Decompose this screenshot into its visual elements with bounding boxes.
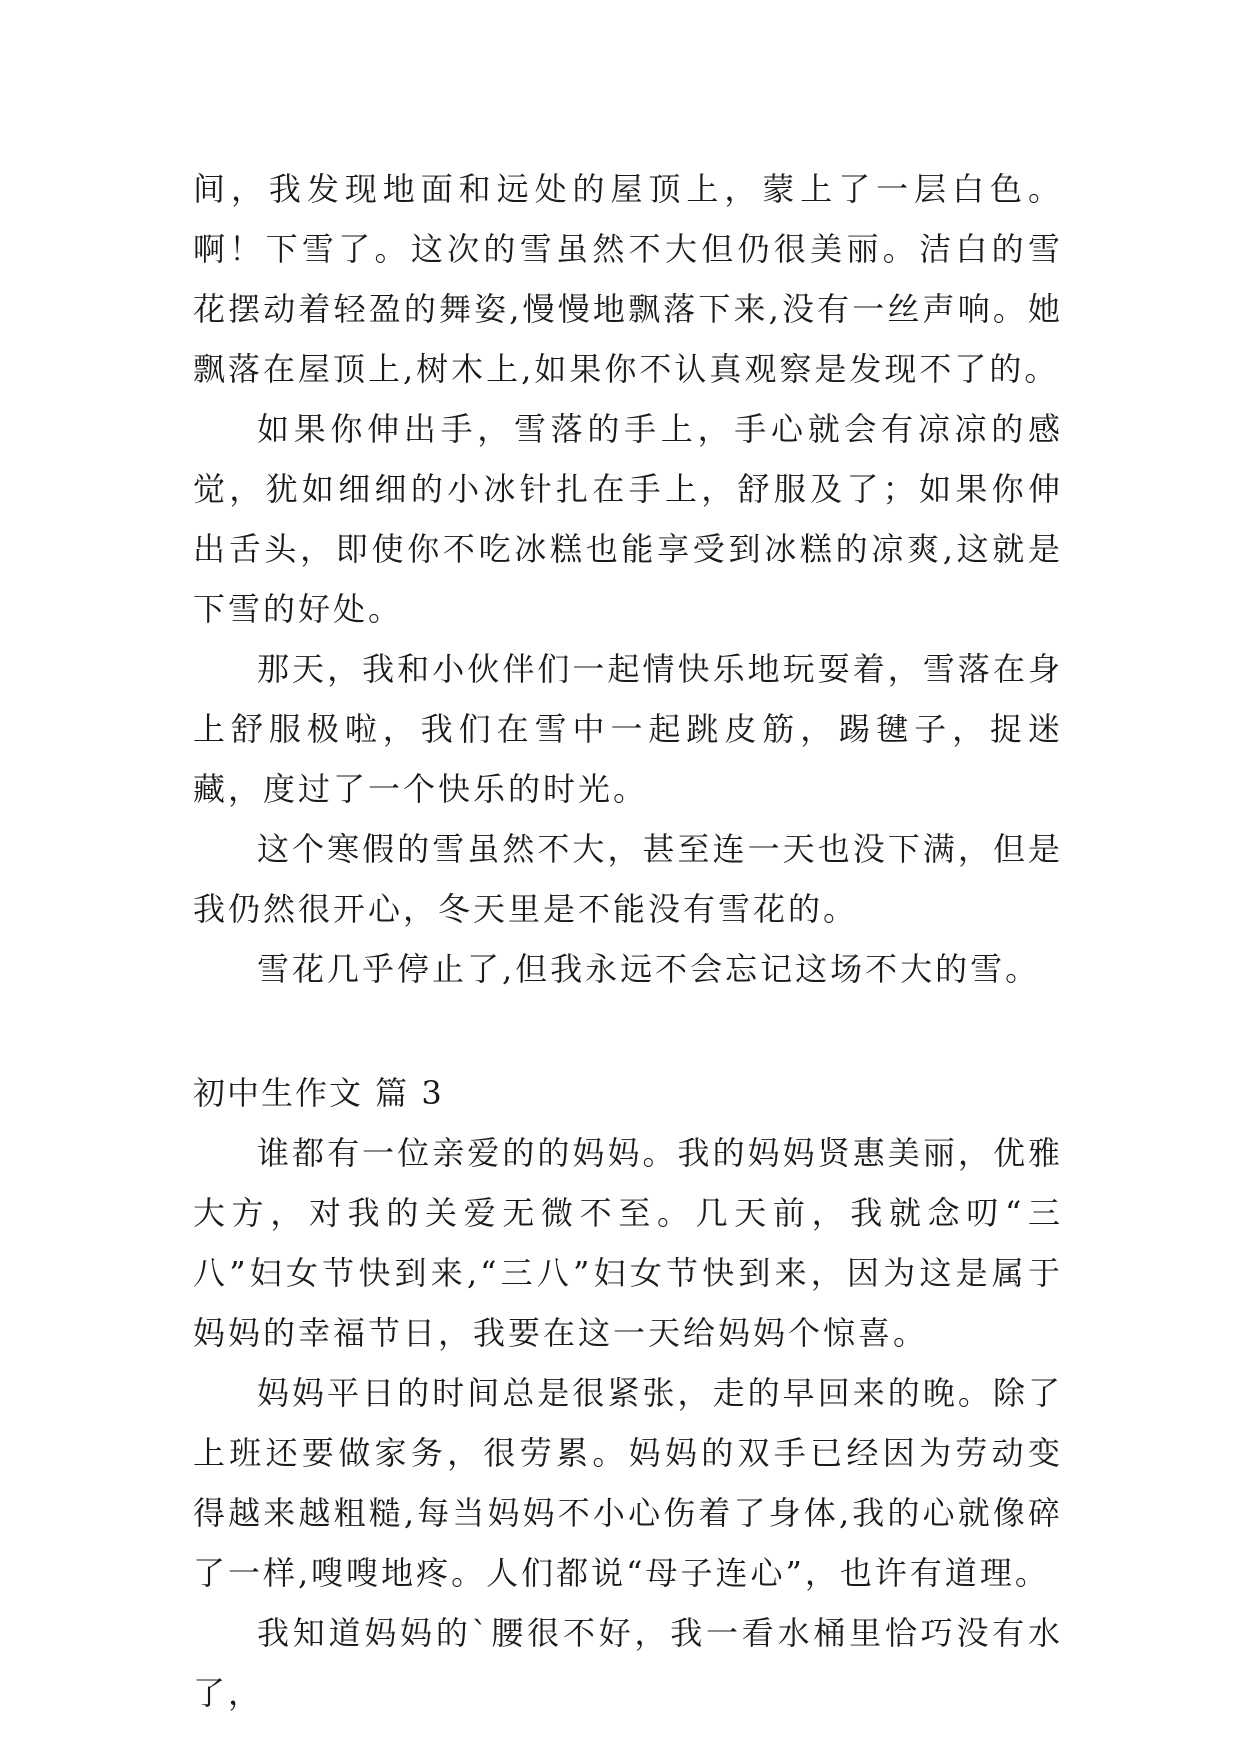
paragraph-mother-1: 谁都有一位亲爱的的妈妈。我的妈妈贤惠美丽，优雅大方，对我的关爱无微不至。几天前，我就念叨“三八”妇女节快到来,“三八”妇女节快到来，因为这是属于妈妈的幸福节日，我要在这一天给妈妈个惊喜。 <box>193 1134 1063 1352</box>
section-heading: 初中生作文 篇 3 <box>193 1074 444 1112</box>
paragraph-mother-3: 我知道妈妈的`腰很不好，我一看水桶里恰巧没有水了， <box>193 1614 1063 1712</box>
paragraph-snow-2: 如果你伸出手，雪落的手上，手心就会有凉凉的感觉，犹如细细的小冰针扎在手上，舒服及了；如果你伸出舌头，即使你不吃冰糕也能享受到冰糕的凉爽,这就是下雪的好处。 <box>193 410 1063 628</box>
paragraph-snow-3: 那天，我和小伙伴们一起情快乐地玩耍着，雪落在身上舒服极啦，我们在雪中一起跳皮筋，踢毽子，捉迷藏，度过了一个快乐的时光。 <box>193 650 1063 808</box>
paragraph-mother-2: 妈妈平日的时间总是很紧张，走的早回来的晚。除了上班还要做家务，很劳累。妈妈的双手已经因为劳动变得越来越粗糙,每当妈妈不小心伤着了身体,我的心就像碎了一样,嗖嗖地疼。人们都说“母子连心”，也许有道理。 <box>193 1374 1063 1592</box>
paragraph-snow-4: 这个寒假的雪虽然不大，甚至连一天也没下满，但是我仍然很开心，冬天里是不能没有雪花的。 <box>193 830 1063 928</box>
paragraph-snow-1: 间，我发现地面和远处的屋顶上，蒙上了一层白色。啊！下雪了。这次的雪虽然不大但仍很美丽。洁白的雪花摆动着轻盈的舞姿,慢慢地飘落下来,没有一丝声响。她飘落在屋顶上,树木上,如果你不认真观察是发现不了的。 <box>193 170 1063 388</box>
paragraph-snow-5: 雪花几乎停止了,但我永远不会忘记这场不大的雪。 <box>257 950 1041 988</box>
document-body <box>193 159 1063 1723</box>
